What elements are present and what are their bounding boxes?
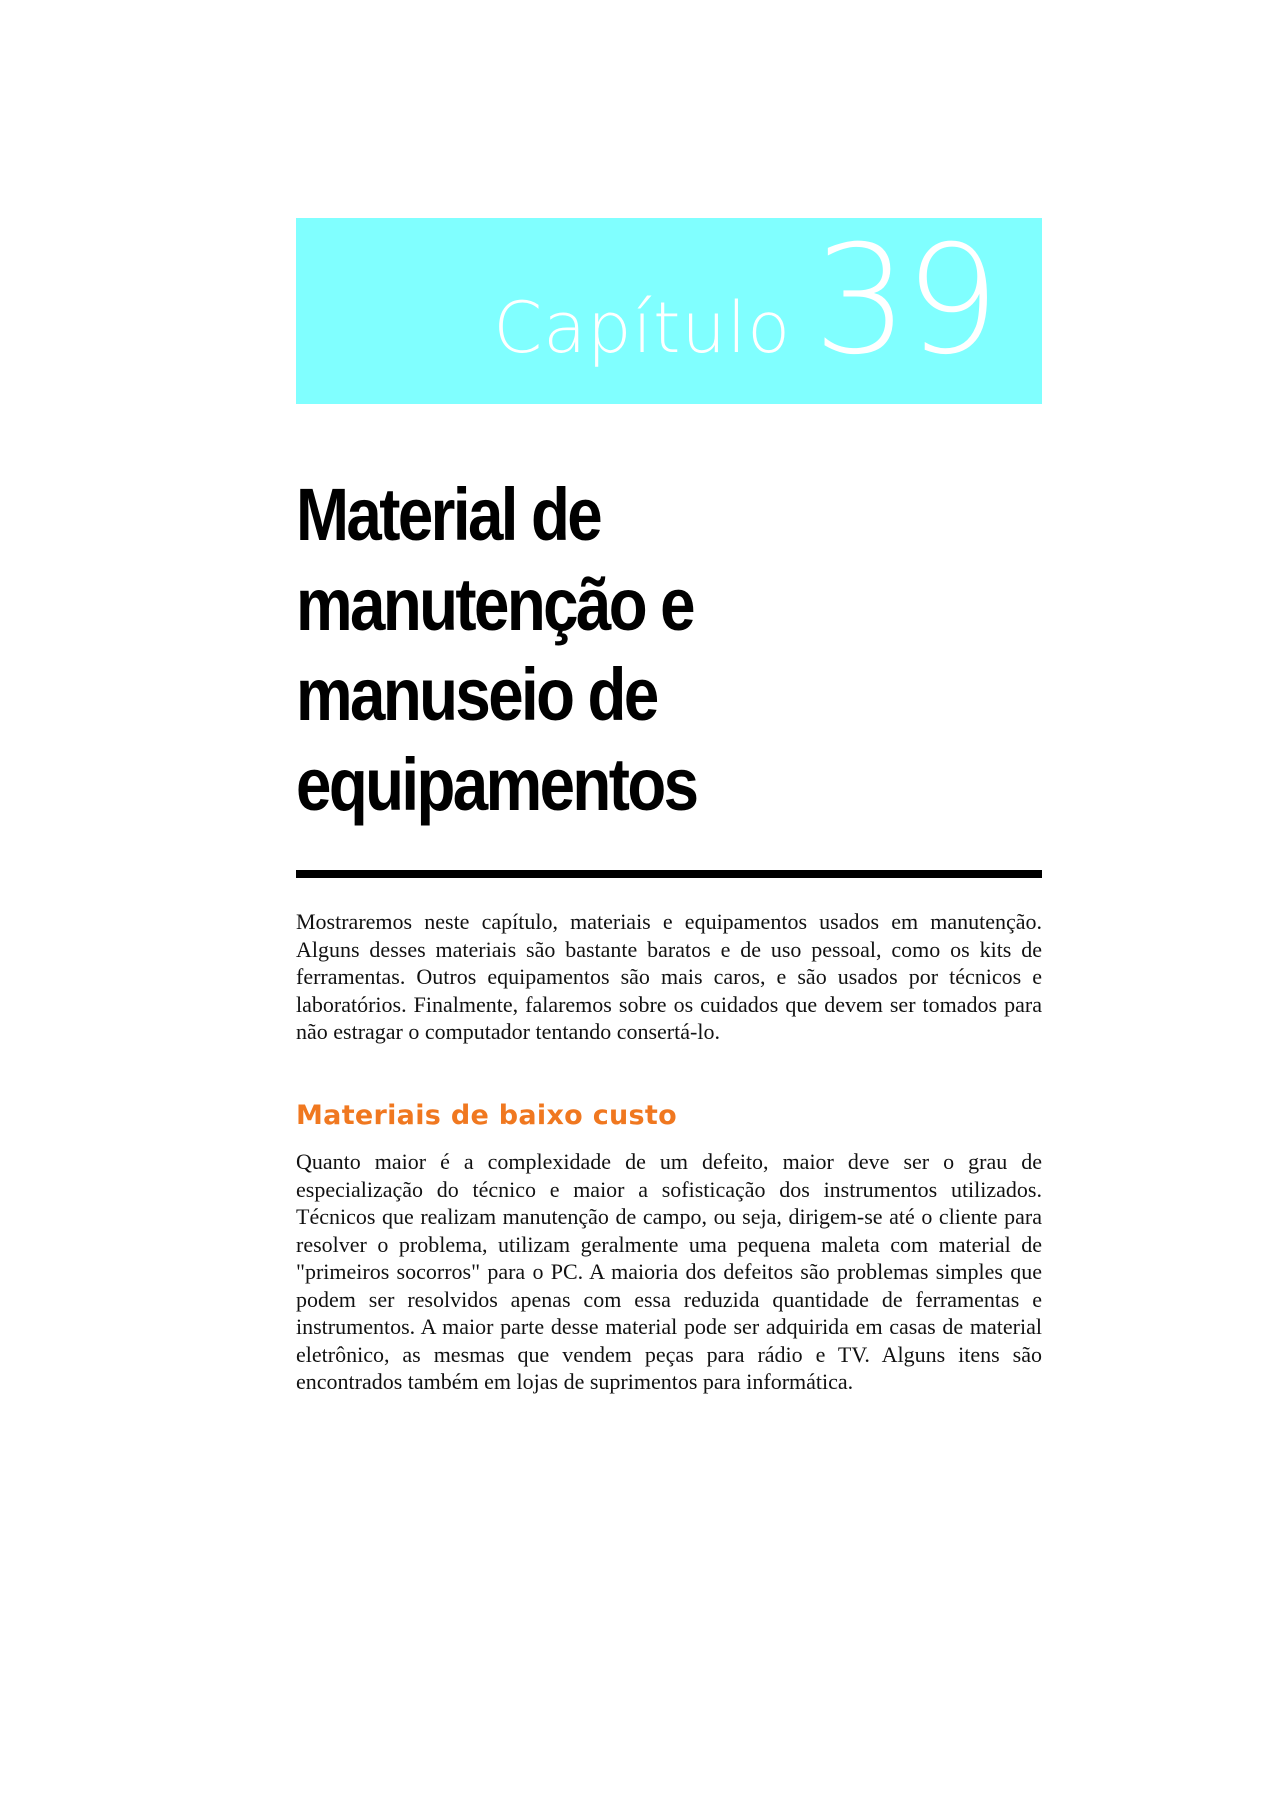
title-line-2: manutenção e (296, 563, 693, 646)
chapter-number: 39 (813, 218, 996, 388)
chapter-label (493, 218, 996, 388)
section-paragraph: Quanto maior é a complexidade de um defeito, maior deve ser o grau de especialização do técnico e maior a sofisticação dos instrumentos utilizados. Técnicos que realizam manutenção de campo, ou seja, dirigem-se até o cliente para resolver o problema, utilizam geralmente uma pequena maleta com material de "primeiros socorros" para o PC. A maioria dos defeitos são problemas simples que podem ser resolvidos apenas com essa reduzida quantidade de ferramentas e instrumentos. A maior parte desse material pode ser adquirida em casas de material eletrônico, as mesmas que vendem peças para rádio e TV. Alguns itens são encontrados também em lojas de suprimentos para informática. (296, 1149, 1042, 1394)
title-line-4: equipamentos (296, 743, 697, 826)
title-line-1: Material de (296, 473, 601, 556)
section-heading: Materiais de baixo custo (296, 1100, 677, 1131)
title-divider (296, 870, 1042, 878)
chapter-title (296, 470, 950, 830)
chapter-word: Capítulo (493, 287, 792, 369)
intro-paragraph: Mostraremos neste capítulo, materiais e equipamentos usados em manutenção. Alguns desses materiais são bastante baratos e de uso pessoal, como os kits de ferramentas. Outros equipamentos são mais caros, e são usados por técnicos e laboratórios. Finalmente, falaremos sobre os cuidados que devem ser tomados para não estragar o computador tentando consertá-lo. (296, 909, 1042, 1044)
title-line-3: manuseio de (296, 653, 657, 736)
chapter-banner (296, 218, 1042, 404)
